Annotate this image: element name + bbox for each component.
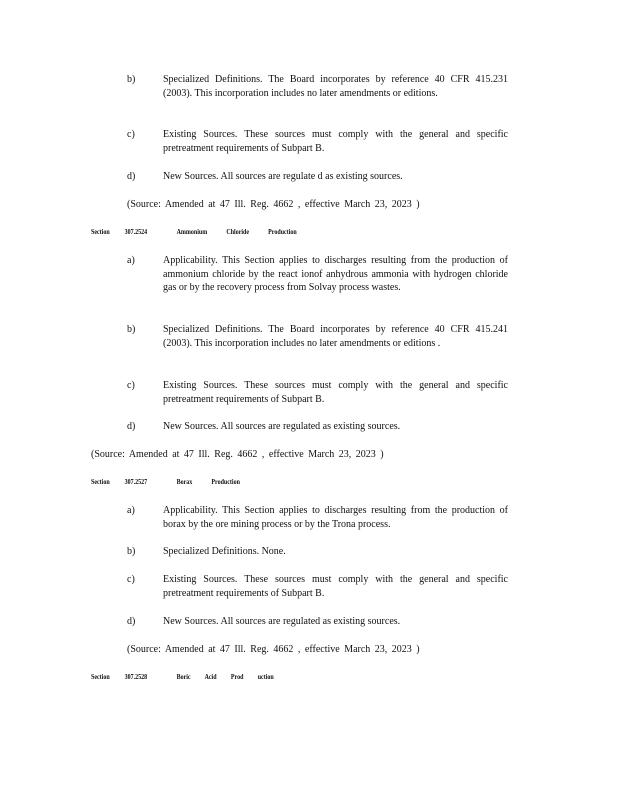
item-label: b) (127, 546, 136, 557)
item-label: b) (127, 74, 136, 85)
item-label: a) (127, 505, 135, 516)
section-heading (91, 672, 274, 681)
source-note: (Source: Amended at 47 Ill. Reg. 4662 , effective March 23, 2023 ) (91, 449, 384, 460)
item-text: Applicability. This Section applies to discharges resulting from the production of ammonium chloride by the react ionof anhydrous ammonia with hydrogen chloride gas or by the recovery process from Solvay process wastes. (163, 255, 508, 293)
section-number: 307.2527 (124, 477, 148, 486)
item-text: Existing Sources. These sources must comply with the general and specific pretreatment requirements of Subpart B. (163, 574, 508, 599)
section-title: Ammonium Chloride Production (176, 227, 297, 236)
item-label: b) (127, 324, 136, 335)
source-note: (Source: Amended at 47 Ill. Reg. 4662 , effective March 23, 2023 ) (127, 199, 420, 210)
section-word: Section (91, 477, 110, 486)
item-text: Specialized Definitions. The Board incorporates by reference 40 CFR 415.241 (2003). This incorporation includes no later amendments or editions . (163, 324, 508, 349)
source-note: (Source: Amended at 47 Ill. Reg. 4662 , effective March 23, 2023 ) (127, 644, 420, 655)
item-label: c) (127, 574, 135, 585)
item-label: d) (127, 171, 136, 182)
item-text: New Sources. All sources are regulated as existing sources. (163, 421, 401, 432)
section-number: 307.2528 (124, 672, 148, 681)
section-heading (91, 477, 240, 486)
item-label: d) (127, 421, 136, 432)
section-number: 307.2524 (124, 227, 148, 236)
item-label: c) (127, 129, 135, 140)
item-text: Applicability. This Section applies to discharges resulting from the production of borax by the ore mining process or by the Trona process. (163, 505, 508, 530)
section-heading (91, 227, 297, 236)
item-text: Specialized Definitions. The Board incorporates by reference 40 CFR 415.231 (2003). This incorporation includes no later amendments or editions. (163, 74, 508, 99)
item-text: Existing Sources. These sources must comply with the general and specific pretreatment requirements of Subpart B. (163, 129, 508, 154)
section-title: Boric Acid Prod uction (176, 672, 274, 681)
item-text: New Sources. All sources are regulate d as existing sources. (163, 171, 403, 182)
section-word: Section (91, 227, 110, 236)
section-title: Borax Production (176, 477, 240, 486)
item-label: d) (127, 616, 136, 627)
item-label: c) (127, 380, 135, 391)
item-text: New Sources. All sources are regulated as existing sources. (163, 616, 401, 627)
item-label: a) (127, 255, 135, 266)
item-text: Existing Sources. These sources must comply with the general and specific pretreatment requirements of Subpart B. (163, 380, 508, 405)
item-text: Specialized Definitions. None. (163, 546, 286, 557)
section-word: Section (91, 672, 110, 681)
